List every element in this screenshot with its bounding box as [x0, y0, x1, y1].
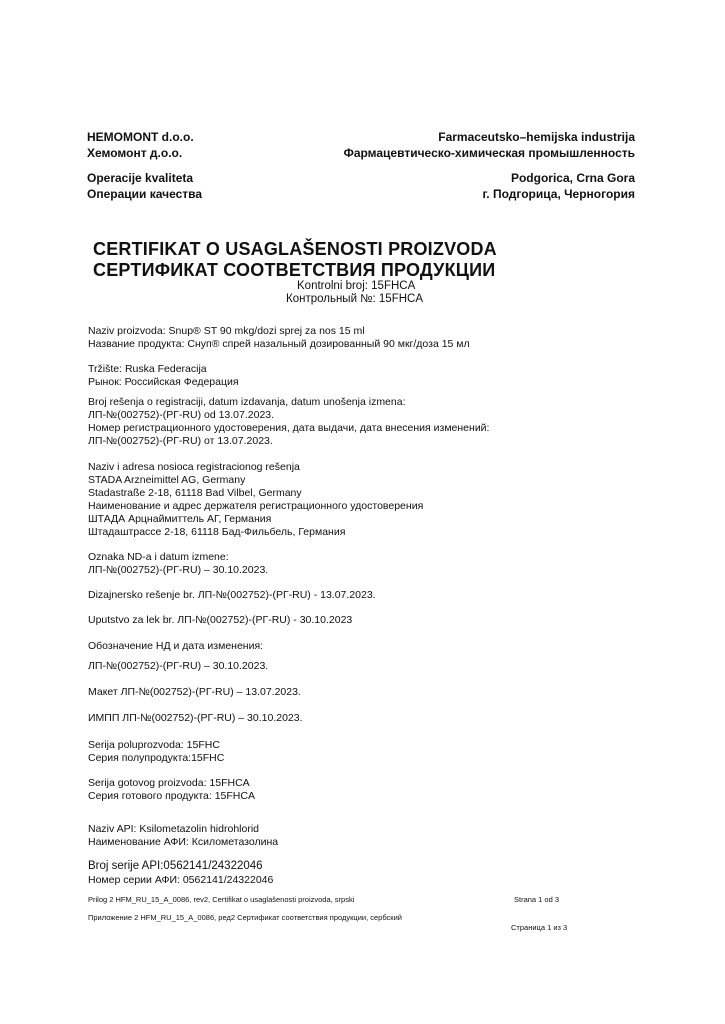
registration-value-sr: ЛП-№(002752)-(РГ-RU) od 13.07.2023. [88, 409, 275, 421]
footer-page-ru: Страница 1 из 3 [511, 923, 568, 932]
certificate-title-ru: СЕРТИФИКАТ СООТВЕТСТВИЯ ПРОДУКЦИИ [93, 260, 496, 280]
holder-address-sr: Stadastraße 2-18, 61118 Bad Vilbel, Germany [88, 487, 302, 499]
industry-ru: Фармацевтическо-химическая промышленность [343, 146, 635, 160]
finished-batch-ru: Серия готового продукта: 15FHCA [88, 790, 255, 802]
api-name-sr: Naziv API: Ksilometazolin hidrohlorid [88, 823, 259, 835]
registration-label-ru: Номер регистрационного удостоверения, дата выдачи, дата внесения изменений: [88, 422, 490, 434]
maket-ru: Макет ЛП-№(002752)-(РГ-RU) – 13.07.2023. [88, 686, 301, 698]
holder-name-ru: ШТАДА Арцнаймиттель АГ, Германия [88, 513, 272, 525]
market-ru: Рынок: Российская Федерация [88, 376, 239, 388]
company-name-ru: Хемомонт д.о.о. [87, 146, 183, 160]
nd-label-sr: Oznaka ND-a i datum izmene: [88, 551, 229, 563]
design-sr: Dizajnersko rešenje br. ЛП-№(002752)-(РГ-RU) - 13.07.2023. [88, 589, 376, 601]
semi-product-batch-sr: Serija poluprozvoda: 15FHC [88, 739, 220, 751]
footer-page-sr: Strana 1 od 3 [514, 895, 560, 904]
control-number-ru: Контрольный №: 15FHCA [286, 293, 424, 305]
product-name-sr: Naziv proizvoda: Snup® ST 90 mkg/dozi sprej za nos 15 ml [88, 325, 365, 337]
market-sr: Tržište: Ruska Federacija [88, 363, 207, 375]
leaflet-sr: Uputstvo za lek br. ЛП-№(002752)-(РГ-RU) - 30.10.2023 [88, 614, 353, 626]
semi-product-batch-ru: Серия полупродукта:15FHC [88, 752, 225, 764]
api-batch-ru: Номер серии АФИ: 0562141/24322046 [88, 874, 274, 886]
city-sr: Podgorica, Crna Gora [510, 171, 635, 185]
control-number-sr: Kontrolni broj: 15FHCA [297, 280, 416, 292]
nd-value-sr: ЛП-№(002752)-(РГ-RU) – 30.10.2023. [88, 564, 269, 576]
department-sr: Operacije kvaliteta [87, 171, 194, 185]
holder-label-ru: Наименование и адрес держателя регистрационного удостоверения [88, 500, 424, 512]
footer-note-ru: Приложение 2 HFM_RU_15_A_0086, ред2 Сертификат соответствия продукции, сербский [88, 913, 402, 922]
nd-value-ru: ЛП-№(002752)-(РГ-RU) – 30.10.2023. [88, 660, 269, 672]
footer-note-sr: Prilog 2 HFM_RU_15_A_0086, rev2, Certifikat o usaglašenosti proizvoda, srpski [88, 895, 355, 904]
api-name-ru: Наименование АФИ: Ксилометазолина [88, 836, 279, 848]
api-batch-sr: Broj serije API:0562141/24322046 [88, 860, 263, 872]
city-ru: г. Подгорица, Черногория [482, 187, 635, 201]
registration-value-ru: ЛП-№(002752)-(РГ-RU) от 13.07.2023. [88, 435, 273, 447]
department-ru: Операции качества [87, 187, 203, 201]
industry-sr: Farmaceutsko–hemijska industrija [438, 130, 635, 144]
holder-label-sr: Naziv i adresa nosioca registracionog rešenja [88, 461, 300, 473]
company-name-sr: HEMOMONT d.o.o. [87, 130, 194, 144]
registration-label-sr: Broj rešenja o registraciji, datum izdavanja, datum unošenja izmena: [88, 396, 406, 408]
finished-batch-sr: Serija gotovog proizvoda: 15FHCA [88, 777, 250, 789]
holder-name-sr: STADA Arzneimittel AG, Germany [88, 474, 246, 486]
certificate-title-sr: CERTIFIKAT O USAGLAŠENOSTI PROIZVODA [93, 239, 497, 259]
product-name-ru: Название продукта: Снуп® спрей назальный дозированный 90 мкг/доза 15 мл [88, 338, 470, 350]
nd-label-ru: Обозначение НД и дата изменения: [88, 640, 264, 652]
impp-ru: ИМПП ЛП-№(002752)-(РГ-RU) – 30.10.2023. [88, 712, 303, 724]
holder-address-ru: Штадаштрассе 2-18, 61118 Бад-Фильбель, Германия [88, 526, 346, 538]
